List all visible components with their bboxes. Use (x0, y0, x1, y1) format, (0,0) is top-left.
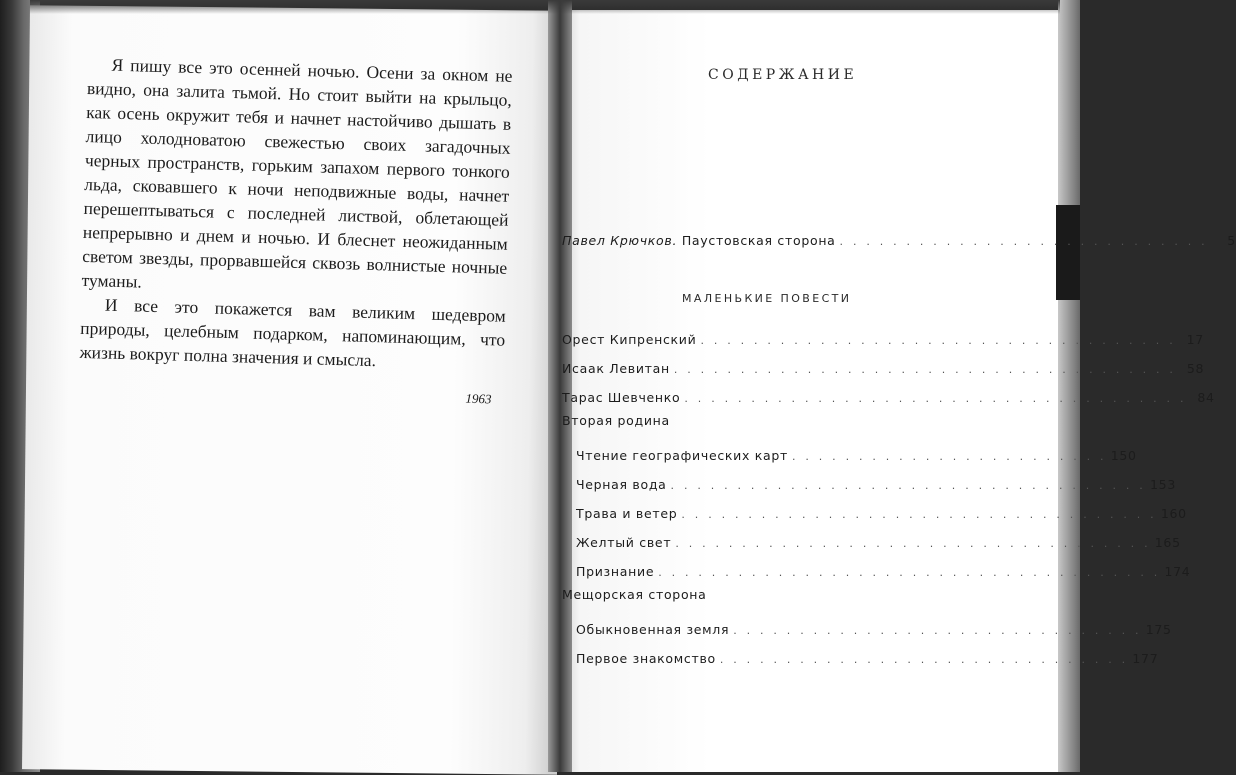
top-shadow (30, 0, 1060, 14)
toc-entry[interactable] (562, 477, 1176, 497)
toc-entry[interactable] (562, 506, 1187, 526)
entry-title: Обыкновенная земля (576, 622, 730, 637)
toc-entry[interactable] (562, 535, 1181, 555)
entry-title: Орест Кипренский (562, 332, 697, 347)
entry-title: Первое знакомство (576, 651, 716, 666)
page-number: 17 (1186, 332, 1204, 347)
leader-dots: . . . . . . . . . . . . . . . . . . . . . . . . (792, 450, 1107, 463)
entry-title: Признание (576, 564, 655, 579)
paragraph: Я пишу все это осенней ночью. Осени за окном не видно, она залита тьмой. Но стоит выйти на крыльцо, как осень окружит тебя и начнет настойчиво дышать в лицо холодноватою свежестью своих загадочных черных пространств, горьким запахом первого тонкого льда, сковавшего к ночи неподвижные воды, начнет перешептываться с последней листвой, облетающей непрерывно и днем и ночью. И блеснет неожиданным светом звезды, прорвавшейся сквозь волнистые ночные туманы. (81, 54, 513, 292)
page-number: 160 (1160, 506, 1187, 521)
page-number: 177 (1132, 651, 1159, 666)
page-number: 150 (1110, 448, 1137, 463)
leader-dots: . . . . . . . . . . . . . . . . . . . . . . . . . . . . . . . (733, 624, 1142, 637)
leader-dots: . . . . . . . . . . . . . . . . . . . . . . . . . . . . . . . . . . . . (670, 479, 1147, 492)
entry-title: Желтый свет (576, 535, 672, 550)
page-number: 174 (1164, 564, 1191, 579)
page-tab (1056, 205, 1080, 300)
toc-entry[interactable] (562, 361, 1205, 381)
toc-group[interactable] (562, 413, 762, 433)
leader-dots: . . . . . . . . . . . . . . . . . . . . . . . . . . . . (839, 235, 1208, 248)
intro-title: Паустовская сторона (681, 233, 836, 248)
toc-entry[interactable] (562, 390, 1215, 410)
page-number: 58 (1186, 361, 1205, 376)
toc-entry[interactable] (562, 448, 1137, 468)
toc-entry[interactable] (562, 622, 1172, 642)
page-number: 84 (1197, 390, 1215, 405)
intro-author: Павел Крючков. (562, 233, 678, 248)
leader-dots: . . . . . . . . . . . . . . . . . . . . . . . . . . . . . . . . . . . . (681, 508, 1157, 521)
toc-entry[interactable] (562, 651, 1159, 671)
toc-entry-intro[interactable] (562, 233, 1236, 253)
page-number: 175 (1145, 622, 1172, 637)
entry-title: Исаак Левитан (562, 361, 670, 376)
page-number: 153 (1150, 477, 1176, 492)
toc-group[interactable] (562, 587, 762, 607)
entry-title: Черная вода (576, 477, 667, 492)
entry-title: Трава и ветер (576, 506, 678, 521)
leader-dots: . . . . . . . . . . . . . . . . . . . . . . . . . . . . . . . . . . . . . . (658, 566, 1161, 579)
entry-title: Тарас Шевченко (562, 390, 681, 405)
paragraph: И все это покажется вам великим шедевром природы, целебным подарком, напоминающим, что жизнь вокруг полна значения и смысла. (79, 294, 507, 371)
section-title: МАЛЕНЬКИЕ ПОВЕСТИ (682, 292, 852, 305)
page-number: 5 (1227, 233, 1236, 248)
toc-title: СОДЕРЖАНИЕ (708, 67, 858, 83)
leader-dots: . . . . . . . . . . . . . . . . . . . . . . . . . . . . . . . . . . . . (675, 537, 1151, 550)
leader-dots: . . . . . . . . . . . . . . . . . . . . . . . . . . . . . . . (719, 653, 1129, 666)
year-signature: 1963 (465, 390, 492, 407)
leader-dots: . . . . . . . . . . . . . . . . . . . . . . . . . . . . . . . . . . . . . . (684, 392, 1187, 405)
group-title: Вторая родина (562, 413, 670, 428)
leader-dots: . . . . . . . . . . . . . . . . . . . . . . . . . . . . . . . . . . . . (700, 334, 1176, 347)
toc-entry[interactable] (562, 564, 1191, 584)
leader-dots: . . . . . . . . . . . . . . . . . . . . . . . . . . . . . . . . . . . . . . (673, 363, 1177, 376)
page-number: 165 (1154, 535, 1181, 550)
group-title: Мещорская сторона (562, 587, 707, 602)
entry-title: Чтение географических карт (576, 448, 788, 463)
toc-entry[interactable] (562, 332, 1204, 352)
left-page-text (78, 52, 513, 412)
